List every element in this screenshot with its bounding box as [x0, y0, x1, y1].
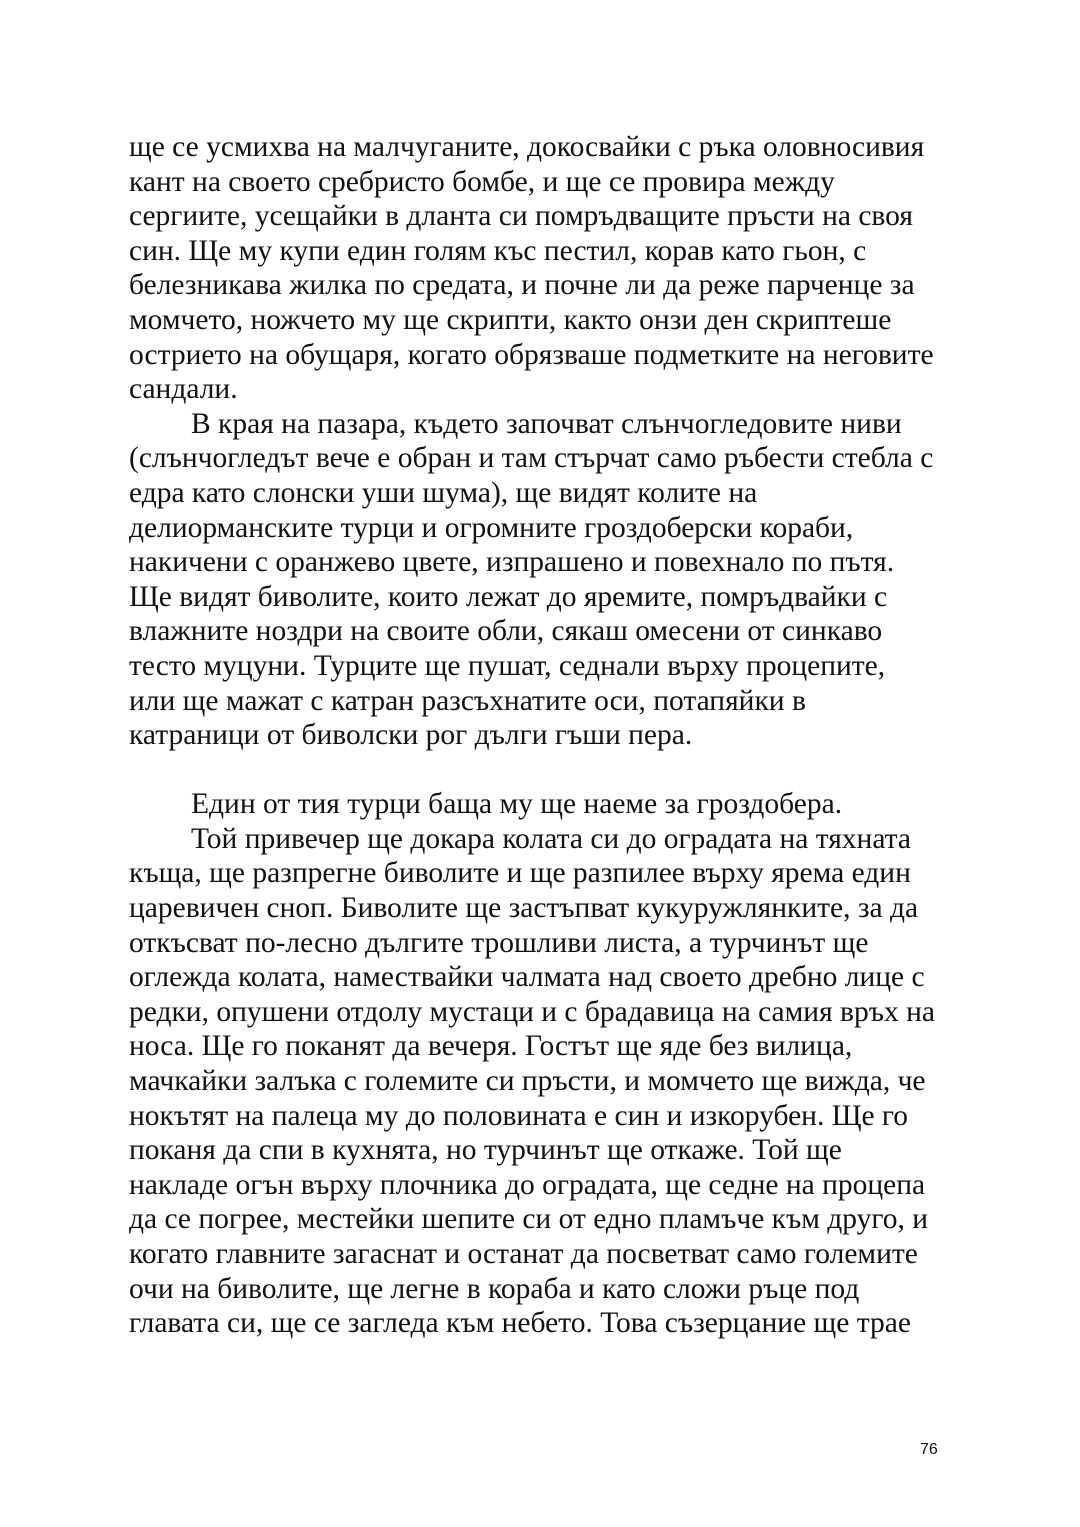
- text-line: мачкайки залъка с големите си пръсти, и момчето ще вижда, че: [129, 1065, 926, 1098]
- text-line: нокътят на палеца му до половината е син и изкорубен. Ще го: [129, 1099, 909, 1132]
- text-line: влажните ноздри на своите обли, сякаш омесени от синкаво: [129, 615, 883, 648]
- text-line: когато главните загаснат и останат да посветват само големите: [129, 1238, 918, 1270]
- paragraph-gap: [129, 753, 959, 788]
- text-line: сандали.: [129, 373, 238, 406]
- text-line: да се погрее, местейки шепите си от едно пламъче към друго, и: [129, 1203, 929, 1236]
- text-line: сергиите, усещайки в дланта си помръдващите пръсти на своя: [129, 200, 913, 233]
- text-line: син. Ще му купи един голям къс пестил, корав като гьон, с: [129, 234, 867, 267]
- text-line: накладе огън върху плочника до оградата, ще седне на процепа: [129, 1168, 926, 1201]
- text-line: момчето, ножчето му ще скрипти, както онзи ден скриптеше: [129, 303, 892, 336]
- text-line: Ще видят биволите, които лежат до яремите, помръдвайки с: [129, 580, 888, 613]
- text-line: белезникава жилка по средата, и почне ли да реже парченце за: [129, 269, 915, 302]
- text-line: делиорманските турци и огромните гроздоберски кораби,: [129, 511, 854, 544]
- text-line: острието на обущаря, когато обрязваше подметките на неговите: [129, 338, 934, 371]
- text-line: царевичен сноп. Биволите ще застъпват кукуружлянките, за да: [129, 892, 919, 925]
- text-line: къща, ще разпрегне биволите и ще разпилее върху ярема един: [129, 857, 911, 890]
- text-line: едра като слонски уши шума), ще видят колите на: [129, 476, 758, 509]
- paragraph-first-line: В края на пазара, където започват слънчогледовите ниви: [191, 407, 902, 440]
- text-line: катраници от биволски рог дълги гъши пера.: [129, 719, 693, 752]
- text-line: откъсват по-лесно дългите трошливи листа, а турчинът ще: [129, 926, 869, 959]
- page-number: 76: [920, 1441, 938, 1458]
- text-line: очи на биволите, ще легне в кораба и като сложи ръце под: [129, 1272, 860, 1305]
- text-line: поканя да спи в кухнята, но турчинът ще откаже. Той ще: [129, 1134, 842, 1167]
- text-line: тесто муцуни. Турците ще пушат, седнали върху процепите,: [129, 649, 886, 682]
- text-line: главата си, ще се загледа към небето. Това съзерцание ще трае: [129, 1307, 911, 1340]
- text-line: или ще мажат с катран разсъхнатите оси, потапяйки в: [129, 684, 806, 717]
- text-line: накичени с оранжево цвете, изпрашено и повехнало по пътя.: [129, 546, 895, 579]
- text-line: редки, опушени отдолу мустаци и с брадавица на самия връх на: [129, 995, 935, 1028]
- paragraph-first-line: Един от тия турци баща му ще наеме за гроздобера.: [191, 788, 843, 821]
- text-line: носа. Ще го поканят да вечеря. Гостът ще яде без вилица,: [129, 1030, 853, 1063]
- text-line: оглежда колата, намествайки чалмата над своето дребно лице с: [129, 961, 925, 994]
- text-line: (слънчогледът вече е обран и там стърчат само ръбести стебла с: [129, 442, 934, 475]
- text-line: кант на своето сребристо бомбе, и ще се провира между: [129, 165, 835, 198]
- paragraph-first-line: Той привечер ще докара колата си до оградата на тяхната: [191, 822, 911, 855]
- text-line: ще се усмихва на малчуганите, докосвайки с ръка оловносивия: [129, 131, 925, 163]
- body-text: [129, 130, 959, 1341]
